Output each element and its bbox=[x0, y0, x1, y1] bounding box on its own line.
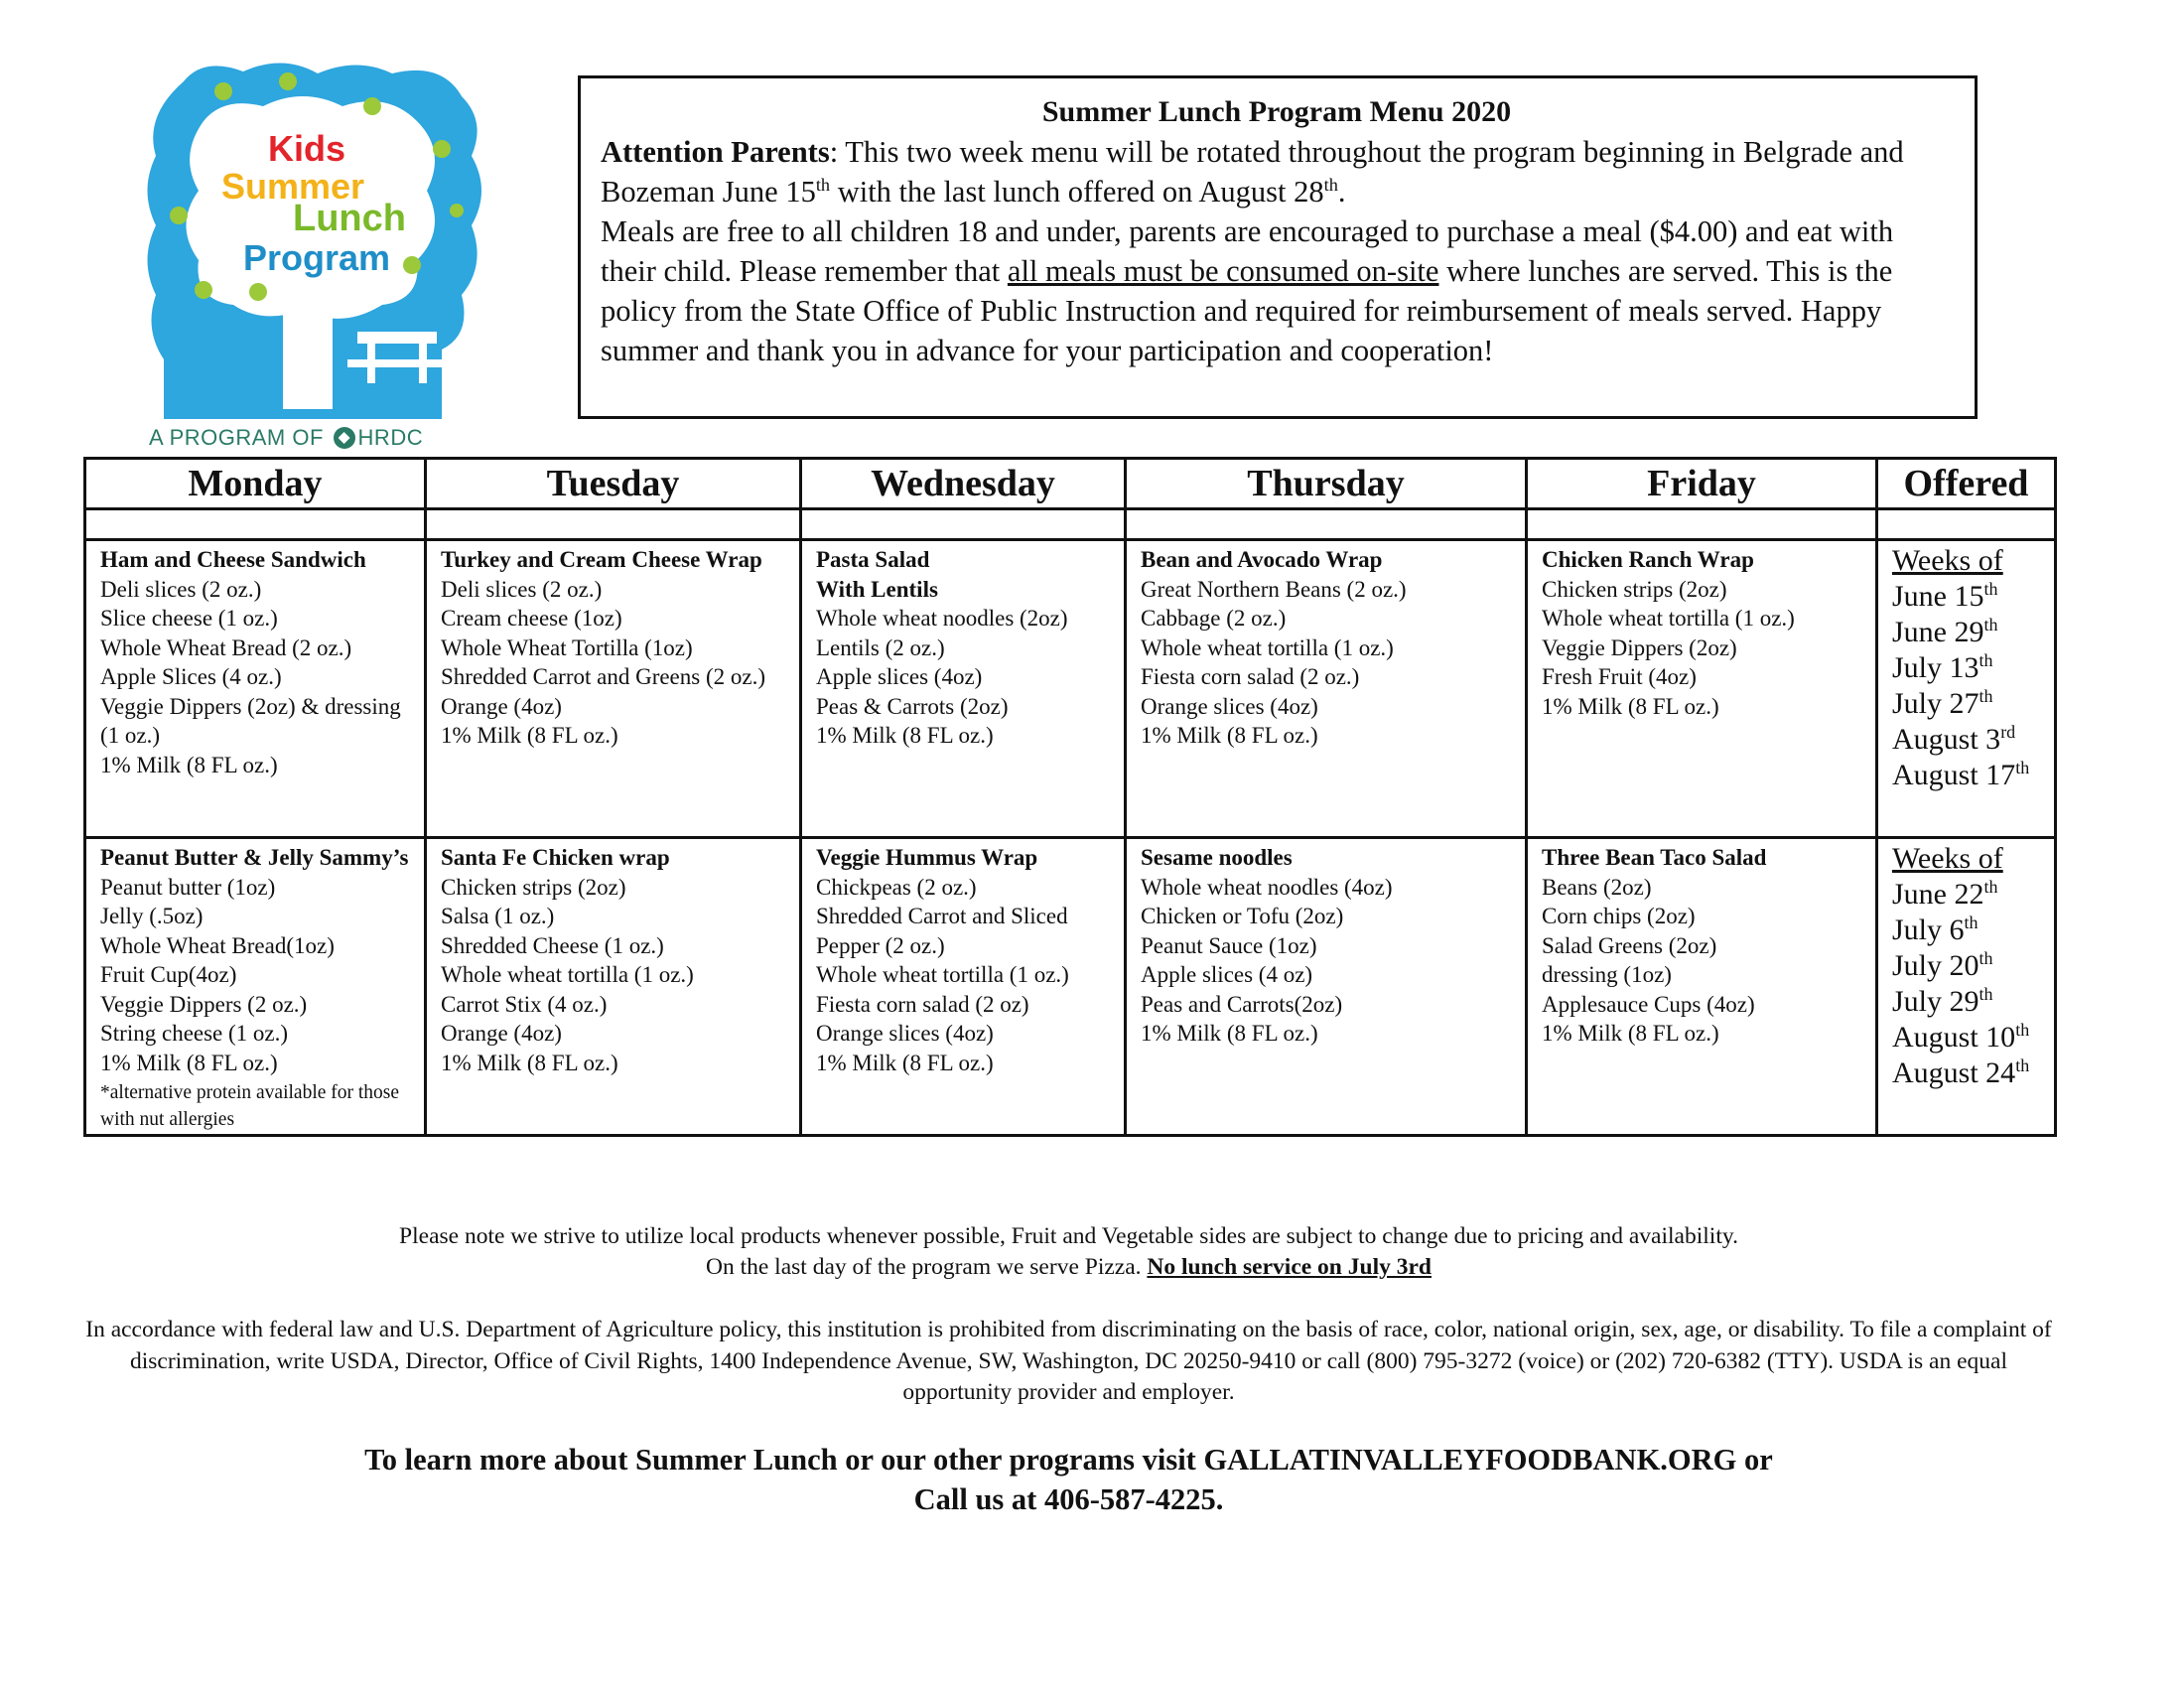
cta-line-1: To learn more about Summer Lunch or our other programs visit GALLATINVALLEYFOODBANK.ORG or bbox=[364, 1443, 1773, 1477]
offered-date bbox=[1892, 686, 2048, 722]
logo-word-summer: Summer bbox=[221, 166, 365, 207]
local-products-note bbox=[83, 1221, 2054, 1283]
ordinal-suffix: th bbox=[1979, 984, 1993, 1004]
dish-name: Peanut Butter & Jelly Sammy’s bbox=[100, 845, 409, 870]
notice-text: with the last lunch offered on August 28 bbox=[830, 175, 1324, 209]
menu-item: Veggie Dippers (2 oz.) bbox=[100, 991, 308, 1017]
notice-paragraph-2 bbox=[601, 211, 1953, 370]
header-row bbox=[85, 459, 2056, 509]
menu-item: Whole Wheat Bread (2 oz.) bbox=[100, 634, 352, 660]
date-text: August 24 bbox=[1892, 1056, 2016, 1089]
menu-item: Orange (4oz) bbox=[441, 693, 562, 719]
menu-item: Shredded Carrot and Greens (2 oz.) bbox=[441, 664, 765, 689]
menu-item: Orange slices (4oz) bbox=[1141, 693, 1318, 719]
menu-item: Apple slices (4oz) bbox=[816, 664, 983, 689]
menu-item: Fiesta corn salad (2 oz.) bbox=[1141, 664, 1360, 689]
menu-item: Carrot Stix (4 oz.) bbox=[441, 991, 608, 1017]
week1-offered-cell bbox=[1877, 540, 2056, 838]
week2-offered-cell bbox=[1877, 838, 2056, 1136]
menu-item: Whole wheat tortilla (1 oz.) bbox=[1141, 634, 1394, 660]
notice-text: : This two week menu will be rotated throughout the program beginning in Belgrade and Bozeman June 15 bbox=[601, 135, 1904, 209]
allergy-note: *alternative protein available for those with nut allergies bbox=[100, 1082, 400, 1130]
menu-item: 1% Milk (8 FL oz.) bbox=[1542, 693, 1719, 719]
dish-name-line-2: With Lentils bbox=[816, 576, 938, 602]
header-wednesday: Wednesday bbox=[801, 459, 1126, 509]
menu-item: Whole Wheat Bread(1oz) bbox=[100, 932, 335, 958]
menu-item: Fresh Fruit (4oz) bbox=[1542, 664, 1697, 689]
menu-item: Whole wheat tortilla (1 oz.) bbox=[1542, 606, 1795, 631]
menu-item: 1% Milk (8 FL oz.) bbox=[100, 752, 278, 777]
offered-date bbox=[1892, 758, 2048, 793]
nondiscrimination-statement: In accordance with federal law and U.S. Department of Agriculture policy, this institution is prohibited from discriminating on the basis of race, color, national origin, sex, age, or disability. To file a complaint of discrimination, write USDA, Director, Office of Civil Rights, 1400 Independence Avenue, SW, Washington, DC 20250-9410 or call (800) 795-3272 (voice) or (202) 720-6382 (TTY). USDA is an equal opportunity provider and employer. bbox=[85, 1317, 2052, 1405]
dish-name: Veggie Hummus Wrap bbox=[816, 845, 1038, 870]
menu-item: Orange slices (4oz) bbox=[816, 1021, 994, 1046]
menu-item: Salsa (1 oz.) bbox=[441, 904, 555, 928]
menu-item: Beans (2oz) bbox=[1542, 874, 1652, 900]
notice-paragraph-1 bbox=[601, 132, 1953, 211]
date-text: August 10 bbox=[1892, 1021, 2016, 1054]
notice-text: where lunches are served. This is the policy from the State Office of Public Instruction and required for reimbursement of meals served. Happy summer and thank you in advance for your participation and cooperation! bbox=[601, 254, 1893, 367]
spacer-cell bbox=[426, 509, 801, 540]
menu-item: Deli slices (2 oz.) bbox=[100, 576, 262, 602]
ordinal-suffix: th bbox=[1979, 650, 1993, 670]
menu-item: Fiesta corn salad (2 oz) bbox=[816, 991, 1029, 1017]
header-friday: Friday bbox=[1527, 459, 1877, 509]
attention-label: Attention Parents bbox=[601, 135, 830, 169]
week2-thursday-cell bbox=[1126, 838, 1527, 1136]
week2-monday-cell bbox=[85, 838, 426, 1136]
menu-item: 1% Milk (8 FL oz.) bbox=[100, 1050, 278, 1075]
menu-item: 1% Milk (8 FL oz.) bbox=[816, 723, 994, 748]
menu-item: Whole wheat noodles (2oz) bbox=[816, 606, 1068, 631]
header-thursday: Thursday bbox=[1126, 459, 1527, 509]
ordinal-suffix: th bbox=[2015, 1020, 2030, 1040]
menu-item: Applesauce Cups (4oz) bbox=[1542, 991, 1755, 1017]
offered-date bbox=[1892, 984, 2048, 1020]
week-2-row bbox=[85, 838, 2056, 1136]
week1-thursday-cell bbox=[1126, 540, 1527, 838]
dish-name: Pasta Salad bbox=[816, 547, 930, 572]
note-line-2 bbox=[83, 1252, 2054, 1283]
ordinal-suffix: th bbox=[1964, 913, 1979, 932]
ordinal-suffix: th bbox=[2015, 1055, 2030, 1075]
menu-item: 1% Milk (8 FL oz.) bbox=[1141, 723, 1318, 748]
menu-item: Chicken strips (2oz) bbox=[1542, 576, 1727, 602]
notice-text: . bbox=[1337, 175, 1346, 209]
menu-item: Great Northern Beans (2 oz.) bbox=[1141, 576, 1407, 602]
header-offered: Offered bbox=[1877, 459, 2056, 509]
week2-tuesday-cell bbox=[426, 838, 801, 1136]
week1-wednesday-cell bbox=[801, 540, 1126, 838]
logo-caption-text: A PROGRAM OF bbox=[149, 425, 324, 450]
logo-word-kids: Kids bbox=[268, 128, 346, 169]
menu-item: Cream cheese (1oz) bbox=[441, 606, 622, 631]
menu-item: Shredded Carrot and Sliced Pepper (2 oz.) bbox=[816, 904, 1068, 958]
date-text: June 22 bbox=[1892, 878, 1984, 911]
date-text: July 29 bbox=[1892, 985, 1979, 1018]
dish-name: Ham and Cheese Sandwich bbox=[100, 547, 366, 572]
ordinal-suffix: th bbox=[1979, 948, 1993, 968]
weeks-of-label: Weeks of bbox=[1892, 842, 2003, 875]
week1-tuesday-cell bbox=[426, 540, 801, 838]
spacer-cell bbox=[801, 509, 1126, 540]
date-text: August 17 bbox=[1892, 759, 2016, 791]
menu-item: Whole wheat tortilla (1 oz.) bbox=[816, 962, 1069, 987]
menu-item: Corn chips (2oz) bbox=[1542, 904, 1696, 928]
kids-summer-lunch-logo bbox=[144, 62, 491, 459]
date-text: June 29 bbox=[1892, 616, 1984, 648]
week2-wednesday-cell bbox=[801, 838, 1126, 1136]
menu-item: Apple slices (4 oz) bbox=[1141, 962, 1313, 987]
menu-item: Shredded Cheese (1 oz.) bbox=[441, 932, 664, 958]
logo-org: HRDC bbox=[357, 425, 424, 450]
spacer-cell bbox=[1877, 509, 2056, 540]
menu-item: String cheese (1 oz.) bbox=[100, 1021, 289, 1046]
ordinal-suffix: th bbox=[1983, 579, 1998, 599]
call-to-action bbox=[83, 1440, 2054, 1519]
ordinal-suffix: th bbox=[1983, 877, 1998, 897]
date-text: July 20 bbox=[1892, 949, 1979, 982]
offered-date bbox=[1892, 1055, 2048, 1091]
offered-date bbox=[1892, 579, 2048, 615]
menu-item: 1% Milk (8 FL oz.) bbox=[1542, 1021, 1719, 1046]
offered-date bbox=[1892, 722, 2048, 758]
menu-item: Fruit Cup(4oz) bbox=[100, 962, 237, 987]
parent-notice-box bbox=[578, 75, 1978, 419]
spacer-row bbox=[85, 509, 2056, 540]
ordinal-suffix: rd bbox=[2000, 722, 2016, 742]
offered-date bbox=[1892, 1020, 2048, 1055]
hrdc-leaf-icon bbox=[334, 427, 355, 449]
menu-item: Chicken or Tofu (2oz) bbox=[1141, 904, 1344, 928]
dish-name: Sesame noodles bbox=[1141, 845, 1293, 870]
menu-item: Whole wheat noodles (4oz) bbox=[1141, 874, 1393, 900]
ordinal-suffix: th bbox=[815, 174, 831, 195]
menu-item: Apple Slices (4 oz.) bbox=[100, 664, 282, 689]
ordinal-suffix: th bbox=[1983, 615, 1998, 634]
menu-item: 1% Milk (8 FL oz.) bbox=[816, 1050, 994, 1075]
dish-name: Bean and Avocado Wrap bbox=[1141, 547, 1383, 572]
date-text: July 13 bbox=[1892, 651, 1979, 684]
offered-date bbox=[1892, 948, 2048, 984]
menu-item: Peanut Sauce (1oz) bbox=[1141, 932, 1317, 958]
menu-item: Peas & Carrots (2oz) bbox=[816, 693, 1009, 719]
date-text: July 27 bbox=[1892, 687, 1979, 720]
menu-item: Jelly (.5oz) bbox=[100, 904, 204, 928]
logo-word-lunch: Lunch bbox=[293, 198, 406, 239]
spacer-cell bbox=[85, 509, 426, 540]
cta-line-2: Call us at 406-587-4225. bbox=[913, 1482, 1224, 1516]
offered-date bbox=[1892, 877, 2048, 913]
date-text: August 3 bbox=[1892, 723, 2001, 756]
menu-item: Whole wheat tortilla (1 oz.) bbox=[441, 962, 694, 987]
menu-item: Veggie Dippers (2oz) & dressing (1 oz.) bbox=[100, 693, 401, 748]
date-text: July 6 bbox=[1892, 914, 1965, 946]
no-service-note: No lunch service on July 3rd bbox=[1147, 1254, 1432, 1280]
spacer-cell bbox=[1126, 509, 1527, 540]
menu-title: Summer Lunch Program Menu 2020 bbox=[1041, 95, 1512, 128]
header-tuesday: Tuesday bbox=[426, 459, 801, 509]
menu-item: Peas and Carrots(2oz) bbox=[1141, 991, 1343, 1017]
pizza-note: On the last day of the program we serve Pizza. bbox=[706, 1254, 1148, 1280]
menu-item: Chickpeas (2 oz.) bbox=[816, 874, 977, 900]
dish-name: Chicken Ranch Wrap bbox=[1542, 547, 1754, 572]
menu-item: Chicken strips (2oz) bbox=[441, 874, 626, 900]
dish-name: Santa Fe Chicken wrap bbox=[441, 845, 670, 870]
week1-friday-cell bbox=[1527, 540, 1877, 838]
logo-caption bbox=[149, 425, 486, 451]
date-text: June 15 bbox=[1892, 580, 1984, 613]
menu-item: Deli slices (2 oz.) bbox=[441, 576, 603, 602]
menu-item: Salad Greens (2oz) bbox=[1542, 932, 1717, 958]
logo-word-program: Program bbox=[243, 237, 391, 278]
dish-name: Three Bean Taco Salad bbox=[1542, 845, 1767, 870]
header-monday: Monday bbox=[85, 459, 426, 509]
menu-item: dressing (1oz) bbox=[1542, 962, 1672, 987]
weeks-of-label: Weeks of bbox=[1892, 544, 2003, 577]
menu-item: 1% Milk (8 FL oz.) bbox=[441, 723, 618, 748]
menu-item: Veggie Dippers (2oz) bbox=[1542, 634, 1737, 660]
note-line-1: Please note we strive to utilize local products whenever possible, Fruit and Vegetable sides are subject to change due to pricing and availability. bbox=[399, 1223, 1738, 1249]
week2-friday-cell bbox=[1527, 838, 1877, 1136]
spacer-cell bbox=[1527, 509, 1877, 540]
ordinal-suffix: th bbox=[2015, 758, 2030, 777]
onsite-requirement: all meals must be consumed on-site bbox=[1007, 254, 1439, 288]
menu-item: Slice cheese (1 oz.) bbox=[100, 606, 278, 631]
menu-item: Whole Wheat Tortilla (1oz) bbox=[441, 634, 693, 660]
menu-item: 1% Milk (8 FL oz.) bbox=[441, 1050, 618, 1075]
ordinal-suffix: th bbox=[1979, 686, 1993, 706]
notice-text: Meals are free to all children 18 and under, parents are encouraged to purchase a meal ($4.00) and eat with their child. Please remember that bbox=[601, 214, 1894, 288]
menu-item: Cabbage (2 oz.) bbox=[1141, 606, 1287, 631]
menu-item: Orange (4oz) bbox=[441, 1021, 562, 1046]
week-1-row bbox=[85, 540, 2056, 838]
offered-date bbox=[1892, 913, 2048, 948]
menu-item: Peanut butter (1oz) bbox=[100, 874, 276, 900]
menu-item: 1% Milk (8 FL oz.) bbox=[1141, 1021, 1318, 1046]
offered-date bbox=[1892, 650, 2048, 686]
ordinal-suffix: th bbox=[1323, 174, 1338, 195]
menu-item: Lentils (2 oz.) bbox=[816, 634, 945, 660]
logo-tree-graphic bbox=[144, 62, 491, 419]
week1-monday-cell bbox=[85, 540, 426, 838]
dish-name: Turkey and Cream Cheese Wrap bbox=[441, 547, 762, 572]
offered-date bbox=[1892, 615, 2048, 650]
menu-table bbox=[83, 457, 2057, 1137]
